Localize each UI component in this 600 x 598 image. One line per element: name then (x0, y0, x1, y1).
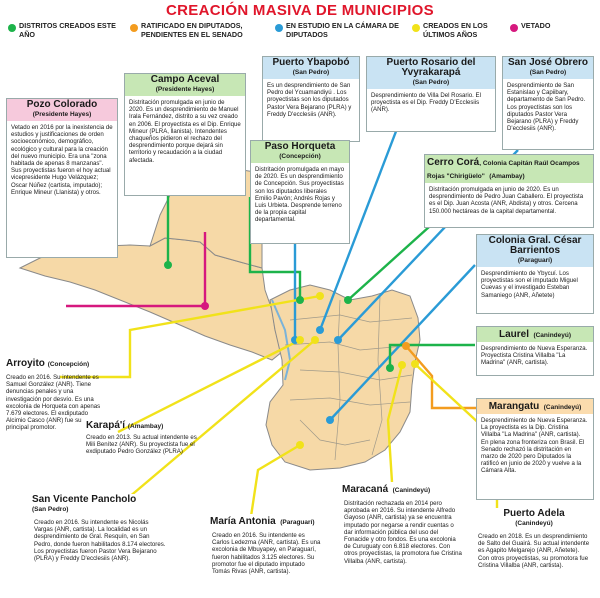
district-dept: (Concepción) (47, 361, 90, 368)
district-name: María Antonia (210, 516, 276, 527)
legend-label: CREADOS EN LOS ÚLTIMOS AÑOS (423, 21, 488, 39)
page-title: CREACIÓN MASIVA DE MUNICIPIOS (0, 0, 600, 20)
blue-dot-icon (275, 24, 283, 32)
district-name: Puerto Rosario del Yvyrakarapá (386, 57, 476, 78)
text-arroyito: Creado en 2016. Su intendente es Samuel González (ANR). Tiene denuncias penales y una investigación por desvío. Es una excolonia de Horqueta con apenas 7.679 electores. El exdiputado Alcimio Casco (ANR) fue su principal promotor. (6, 374, 101, 432)
district-text: Distritación rechazada en 2014 pero aprobada en 2016. Su intendente Alfredo Gayoso (ANR, cartista) ya se encuentra imputado por negarse a rendir cuentas o dar información pública del uso del Fonacide y otro fondos. Es una excolonia de Curuguaty con 6.818 electores. Con otros proyectistas, la promotora fue Cristina Villalba (ANR, cartista). (344, 500, 462, 565)
district-text: Desprendimiento de San Estanislao y Capiibary, departamento de San Pedro. Los proyectistas son los diputados Pastor Vera Bejarano (PLRA) y Freddy D'ecclesiis (ANR). (507, 82, 586, 133)
orange-dot-icon (130, 24, 138, 32)
yellow-dot-icon (412, 24, 420, 32)
district-text: Desprendimiento de Nueva Esperanza. Proyectista Cristina Villalba "La Madrina" (ANR, cartista). (481, 345, 588, 367)
district-dept: (Paraguarí) (280, 519, 315, 526)
text-karapai: Creado en 2013. Su actual intendente es Mili Benítez (ANR). Su proyectista fue el exdiputado Pedro González (PLRA) (86, 434, 197, 456)
district-text: Creado en 2016. Su intendente es Nicolás Vargas (ANR, cartista). La localidad es un desprendimiento de Gral. Resquín, en San Pedro, donde fueron habilitados 8.174 electores. Los proyectistas fueron Pastor Vera Bejarano (PLRA) y Freddy D'ecclesiis (ANR). (34, 519, 166, 563)
district-text: Distritación promulgada en junio de 2020. Es un desprendimiento de Manuel Irala Fernández, distrito a su vez creado en 2006. El proyectista es el Dip. Enrique Mineur (PLRA, llanista). Intendentes chaqueños pidieron el rechazo del desprendimiento porque dejará sin territorio y recaudación a la ciudad afectada. (129, 99, 241, 164)
district-name: Puerto Adela (503, 508, 565, 519)
district-dept: (Amambay) (127, 423, 164, 430)
district-dept: (San Pedro) (529, 69, 567, 76)
district-name: Marangatu (488, 401, 540, 412)
district-text: Es un desprendimiento de San Pedro del Ycuamandiyú . Los proyectistas son los diputados Pastor Vera Bejarano (PLRA) y Freddy D'ecclesiis (ANR). (267, 82, 352, 118)
district-name: Campo Aceval (150, 74, 220, 85)
card-cerro-cora (424, 154, 594, 228)
district-name: Colonia Gral. César Barrientos (488, 235, 582, 256)
card-maria-antonia (208, 514, 328, 596)
district-name: San Vicente Pancholo (32, 494, 137, 505)
green-dot-icon (8, 24, 16, 32)
district-text: Desprendimiento de Villa Del Rosario. El proyectista es el Dip. Freddy D'Ecclesiis (ANR). (371, 92, 481, 114)
label-arroyito (6, 358, 89, 369)
district-dept: (San Pedro) (412, 79, 450, 86)
district-name: Laurel (498, 329, 529, 340)
district-name: Pozo Colorado (26, 99, 98, 110)
district-text: Creado en 2018. Es un desprendimiento de Salto del Guairá. Su actual intendente es Agapito Melgarejo (ANR, Añetete). Con otros proyectistas, su promotora fue Cristina Villalba (ANR, cartista). (478, 533, 590, 569)
district-text: Distritación promulgada en junio de 2020. Es un desprendimiento de Pedro Juan Caballero. El proyectista es el Dip. Juan Acosta (ANR, Abdista) y otros. Cercena 150.000 hectáreas de la capital departamental. (429, 186, 584, 215)
legend-label: DISTRITOS CREADOS ESTE AÑO (19, 21, 116, 39)
district-dept: (Amambay) (489, 173, 525, 180)
district-dept: (Presidente Hayes) (32, 111, 92, 118)
card-san-vicente (30, 494, 172, 594)
card-pozo-colorado (6, 98, 118, 258)
legend-item-ratified (130, 22, 270, 39)
district-dept: (San Pedro) (292, 69, 330, 76)
district-name: San José Obrero (507, 57, 589, 68)
district-dept: (Paraguarí) (517, 257, 553, 264)
district-name: Puerto Ybapobó (272, 57, 350, 68)
district-name: Maracaná (342, 484, 389, 495)
legend-label: VETADO (521, 21, 551, 30)
legend (0, 20, 600, 50)
card-maracana (340, 482, 466, 596)
card-laurel (476, 326, 594, 376)
label-karapai (86, 420, 163, 431)
card-campo-aceval (124, 73, 246, 196)
district-dept: (Presidente Hayes) (155, 86, 215, 93)
district-dept: (Canindeyú) (543, 404, 582, 411)
card-puerto-adela (474, 508, 594, 596)
district-text: Vetado en 2016 por la inexistencia de estudios y justificaciones de orden socioeconómico, demográfico, ecológico y cultural para la creación del nuevo municipio. Era una "zona habitada de apenas 8 manzanas". Sus proyectistas fueron el hoy actual vicepresidente Hugo Velázquez; Oscar Núñez (cartista, imputado); Enrique Mineur (Llanista) y otros. (11, 124, 113, 196)
district-name: Karapá'í (86, 420, 126, 431)
card-san-jose-obrero (502, 56, 594, 150)
card-colonia-barrientos (476, 234, 594, 314)
district-dept: (San Pedro) (32, 506, 69, 513)
pink-dot-icon (510, 24, 518, 32)
district-dept: (Canindeyú) (392, 487, 431, 494)
district-text: Desprendimiento de Ybycuí. Los proyectistas son el imputado Miguel Cuevas y el investigado Esteban Samaniego (ANR, Añetete) (481, 270, 578, 299)
card-puerto-ybapobo (262, 56, 360, 142)
card-paso-horqueta (250, 140, 350, 244)
district-extra: , Colonia Capitán Raúl Ocampos Rojas "Chirigüelo" (427, 160, 580, 180)
legend-item-recent (412, 22, 504, 39)
district-text: Desprendimiento de Nueva Esperanza. La proyectista es la Dip. Cristina Villalba "La Madrina" (ANR, cartista). En plena zona fronteriza con Brasil. El Senado rechazó la distritación en marzo de 2020 pero Diputados la ratificó en junio de 2020 y vuelve a la Cámara Alta. (481, 417, 588, 475)
district-name: Arroyito (6, 358, 45, 369)
district-name: Cerro Corá (427, 157, 480, 168)
district-text: Distritación promulgada en mayo de 2020. Es un desprendimiento de Concepción. Sus proyectistas son los diputados liberales Emilio Pavón; Andrés Rojas y Luis Urbieta. Desprende terreno de la propia capital departamental. (255, 166, 345, 224)
legend-label: EN ESTUDIO EN LA CÁMARA DE DIPUTADOS (286, 21, 399, 39)
legend-item-study (275, 22, 405, 39)
district-dept: (Canindeyú) (533, 332, 572, 339)
district-dept: (Concepción) (279, 153, 321, 160)
card-puerto-rosario (366, 56, 496, 132)
legend-item-created (8, 22, 126, 39)
card-marangatu (476, 398, 594, 500)
district-name: Paso Horqueta (264, 141, 336, 152)
district-dept: (Canindeyú) (515, 520, 553, 527)
legend-label: RATIFICADO EN DIPUTADOS, PENDIENTES EN EL SENADO (141, 21, 243, 39)
district-text: Creado en 2016. Su intendente es Carlos Ledezma (ANR, cartista). Es una excolonia de Mbuyapey, en Paraguarí, fueron habilitados 3.125 electores. Su promotor fue el diputado imputado Tomás Rivas (ANR, cartista). (212, 532, 321, 576)
legend-item-vetoed (510, 22, 590, 32)
